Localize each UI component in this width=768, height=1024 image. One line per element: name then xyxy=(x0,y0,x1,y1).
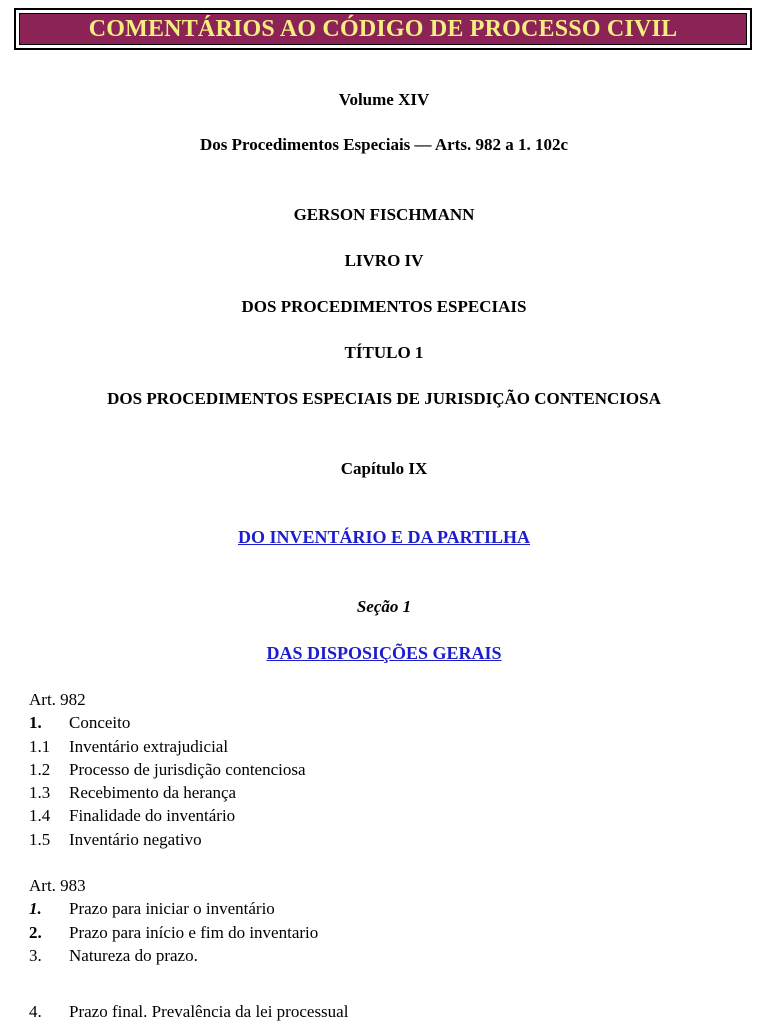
list-item xyxy=(29,921,318,944)
list-item xyxy=(29,804,306,827)
item-number: 1.3 xyxy=(29,783,51,803)
subtitle-line: Dos Procedimentos Especiais — Arts. 982 a 1. 102c xyxy=(200,135,568,154)
article-heading xyxy=(29,688,306,711)
list-item xyxy=(29,828,306,851)
book-title: DOS PROCEDIMENTOS ESPECIAIS xyxy=(241,297,527,316)
item-text: Conceito xyxy=(69,713,131,733)
article-982-block xyxy=(29,688,306,851)
list-item xyxy=(29,781,306,804)
list-item xyxy=(29,1000,348,1023)
list-item xyxy=(29,897,318,920)
item-text: Natureza do prazo. xyxy=(69,945,198,965)
item-number: 2. xyxy=(29,922,42,942)
header-banner xyxy=(14,8,752,50)
item-text: Processo de jurisdição contenciosa xyxy=(69,759,306,779)
list-item xyxy=(29,711,306,734)
section-label: Seção 1 xyxy=(356,597,412,616)
section-link[interactable]: DAS DISPOSIÇÕES GERAIS xyxy=(266,643,502,663)
item-number: 4. xyxy=(29,1002,42,1021)
item-text: Recebimento da herança xyxy=(69,783,237,803)
item-number: 1.1 xyxy=(29,736,51,756)
item-text: Inventário extrajudicial xyxy=(69,736,229,756)
item-number: 3. xyxy=(29,945,42,965)
article-heading-text: Art. 983 xyxy=(29,876,86,895)
title-name: DOS PROCEDIMENTOS ESPECIAIS DE JURISDIÇÃO CONTENCIOSA xyxy=(107,389,661,408)
document-title: COMENTÁRIOS AO CÓDIGO DE PROCESSO CIVIL xyxy=(88,15,678,42)
item-number: 1.4 xyxy=(29,806,51,826)
chapter-link[interactable]: DO INVENTÁRIO E DA PARTILHA xyxy=(237,527,531,547)
list-item xyxy=(29,735,306,758)
article-983-block xyxy=(29,874,318,967)
item-number: 1. xyxy=(29,899,42,919)
article-heading xyxy=(29,874,318,897)
book-label: LIVRO IV xyxy=(344,251,424,270)
author-name: GERSON FISCHMANN xyxy=(293,205,475,224)
item-text: Inventário negativo xyxy=(69,829,202,849)
list-item xyxy=(29,944,318,967)
chapter-label: Capítulo IX xyxy=(340,459,428,478)
article-heading-text: Art. 982 xyxy=(29,690,86,709)
item-number: 1. xyxy=(29,713,42,733)
item-number: 1.2 xyxy=(29,759,51,779)
item-text: Prazo para iniciar o inventário xyxy=(69,899,275,919)
title-label: TÍTULO 1 xyxy=(344,343,424,362)
item-number: 1.5 xyxy=(29,829,51,849)
item-text: Prazo final. Prevalência da lei processual xyxy=(69,1002,349,1021)
article-983-continued xyxy=(29,1000,348,1023)
item-text: Finalidade do inventário xyxy=(69,806,236,826)
item-text: Prazo para início e fim do inventario xyxy=(69,922,319,942)
header-banner-inner xyxy=(19,13,747,45)
volume-line: Volume XIV xyxy=(338,90,430,109)
list-item xyxy=(29,758,306,781)
